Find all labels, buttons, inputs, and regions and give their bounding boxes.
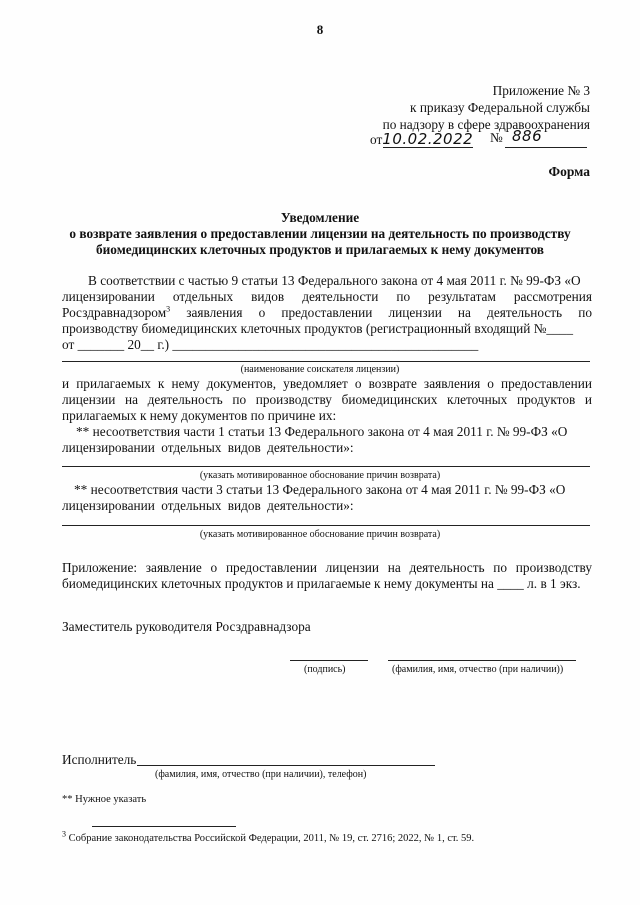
document-title: Уведомление <box>280 210 360 225</box>
date-underline <box>383 147 473 148</box>
applicant-line <box>62 361 590 362</box>
reason2-line <box>62 525 590 526</box>
handwritten-number: 886 <box>512 127 543 145</box>
form-label: Форма <box>548 164 590 179</box>
appendix-date-row <box>370 130 473 148</box>
executor-line <box>137 765 435 766</box>
body-line-3: прилагаемых к нему документов по причине их: <box>62 408 337 423</box>
caption-applicant: (наименование соискателя лицензии) <box>240 364 400 375</box>
document-subtitle-1: о возврате заявления о предоставлении лицензии на деятельность по производству <box>69 226 571 241</box>
caption-signature: (подпись) <box>304 664 346 675</box>
page-number: 8 <box>316 22 324 37</box>
fio-line <box>388 660 576 661</box>
intro-line-2: лицензировании отдельных видов деятельности по результатам рассмотрения <box>62 289 592 304</box>
executor-label: Исполнитель <box>62 752 137 767</box>
deputy-title: Заместитель руководителя Росздравнадзора <box>62 619 311 634</box>
number-label: № <box>490 130 503 145</box>
from-label: от <box>370 132 383 147</box>
reason2-line-1: ** несоответствия части 3 статьи 13 Федерального закона от 4 мая 2011 г. № 99-ФЗ «О <box>74 482 566 497</box>
caption-reason-1: (указать мотивированное обоснование причин возврата) <box>199 470 441 481</box>
caption-reason-2: (указать мотивированное обоснование причин возврата) <box>199 529 441 540</box>
reason2-line-2: лицензировании отдельных видов деятельности»: <box>62 498 354 513</box>
footnote <box>62 829 475 844</box>
body-line-2: лицензии на деятельность по производству биомедицинских клеточных продуктов и <box>62 392 592 407</box>
footnote-ref: 3 <box>166 304 171 314</box>
intro-line-4: производству биомедицинских клеточных продуктов (регистрационный входящий №____ <box>62 321 573 336</box>
caption-executor: (фамилия, имя, отчество (при наличии), телефон) <box>155 769 367 780</box>
appendix-line-2: к приказу Федеральной службы <box>410 100 590 115</box>
attachment-line-1: Приложение: заявление о предоставлении лицензии на деятельность по производству <box>62 560 592 575</box>
intro-line-3-rest: заявления о предоставлении лицензии на деятельность по <box>170 305 592 320</box>
handwritten-date: 10.02.2022 <box>382 130 474 148</box>
document-subtitle-2: биомедицинских клеточных продуктов и прилагаемых к нему документов <box>96 242 544 257</box>
reason1-line-2: лицензировании отдельных видов деятельности»: <box>62 440 354 455</box>
appendix-line-3: по надзору в сфере здравоохранения <box>382 117 590 132</box>
attachment-line-2: биомедицинских клеточных продуктов и прилагаемые к нему документы на ____ л. в 1 экз. <box>62 576 581 591</box>
footnote-mark: 3 <box>62 829 66 839</box>
footnote-text: Собрание законодательства Российской Федерации, 2011, № 19, ст. 2716; 2022, № 1, ст. 59. <box>66 833 475 844</box>
signature-line <box>290 660 368 661</box>
intro-line-5: от _______ 20__ г.) ______________________________________________ <box>62 337 479 352</box>
intro-roszdrav: Росздравнадзором <box>62 305 167 320</box>
reason1-line-1: ** несоответствия части 1 статьи 13 Федерального закона от 4 мая 2011 г. № 99-ФЗ «О <box>76 424 568 439</box>
caption-fio: (фамилия, имя, отчество (при наличии)) <box>392 664 564 675</box>
note: ** Нужное указать <box>62 794 147 805</box>
intro-line-1: В соответствии с частью 9 статьи 13 Федерального закона от 4 мая 2011 г. № 99-ФЗ «О <box>88 273 581 288</box>
body-line-1: и прилагаемых к нему документов, уведомляет о возврате заявления о предоставлении <box>62 376 592 391</box>
appendix-line-1: Приложение № 3 <box>492 83 590 98</box>
intro-line-3 <box>62 305 592 321</box>
reason1-line <box>62 466 590 467</box>
number-underline <box>505 147 587 148</box>
footnote-separator <box>92 826 236 827</box>
